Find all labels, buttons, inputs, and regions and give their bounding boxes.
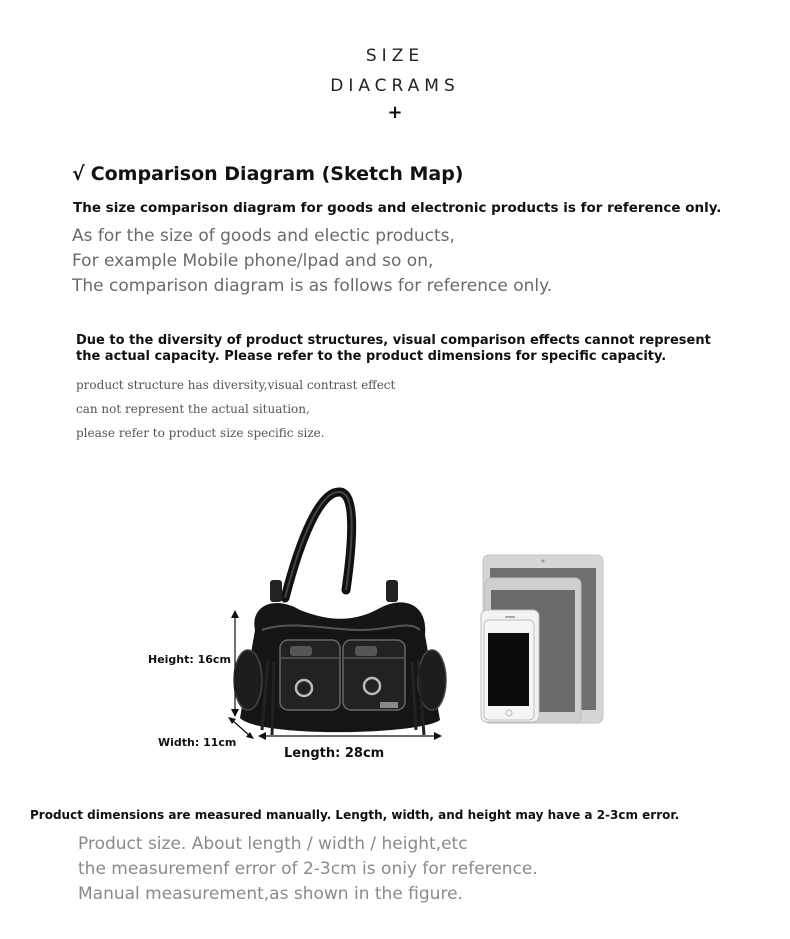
product-illustration xyxy=(0,480,790,780)
diversity-small-line: please refer to product size specific size. xyxy=(76,426,325,440)
footer-note: Product dimensions are measured manually. Length, width, and height may have a 2-3cm error. xyxy=(30,808,680,822)
check-icon: √ xyxy=(72,163,85,185)
comparison-grey-line: As for the size of goods and electic products, xyxy=(72,226,455,246)
comparison-title xyxy=(72,163,463,185)
comparison-grey-line: For example Mobile phone/lpad and so on, xyxy=(72,251,434,271)
header-diagrams: DIACRAMS xyxy=(330,76,460,96)
comparison-title-text: Comparison Diagram (Sketch Map) xyxy=(90,163,464,185)
height-label: Height: 16cm xyxy=(148,653,231,666)
diversity-small-line: can not represent the actual situation, xyxy=(76,402,310,416)
diversity-note-line1: Due to the diversity of product structures, visual comparison effects cannot represent xyxy=(76,333,711,348)
diversity-small-block xyxy=(76,373,395,445)
footer-grey-block xyxy=(78,832,538,907)
comparison-grey-line: The comparison diagram is as follows for reference only. xyxy=(72,276,553,296)
width-label: Width: 11cm xyxy=(158,736,237,749)
comparison-note: The size comparison diagram for goods and electronic products is for reference only. xyxy=(73,200,722,216)
diversity-small-line: product structure has diversity,visual contrast effect xyxy=(76,378,396,392)
length-label: Length: 28cm xyxy=(284,746,385,761)
comparison-grey-block xyxy=(72,224,552,299)
phone-image xyxy=(481,610,539,722)
footer-grey-line: Manual measurement,as shown in the figure. xyxy=(78,884,463,904)
handbag-image xyxy=(234,492,446,735)
header-size: SIZE xyxy=(365,46,425,66)
diversity-note-line2: the actual capacity. Please refer to the product dimensions for specific capacity. xyxy=(76,349,667,364)
plus-icon: + xyxy=(387,102,403,123)
footer-grey-line: the measuremenf error of 2-3cm is oniy for reference. xyxy=(78,859,538,879)
footer-grey-line: Product size. About length / width / height,etc xyxy=(78,834,468,854)
